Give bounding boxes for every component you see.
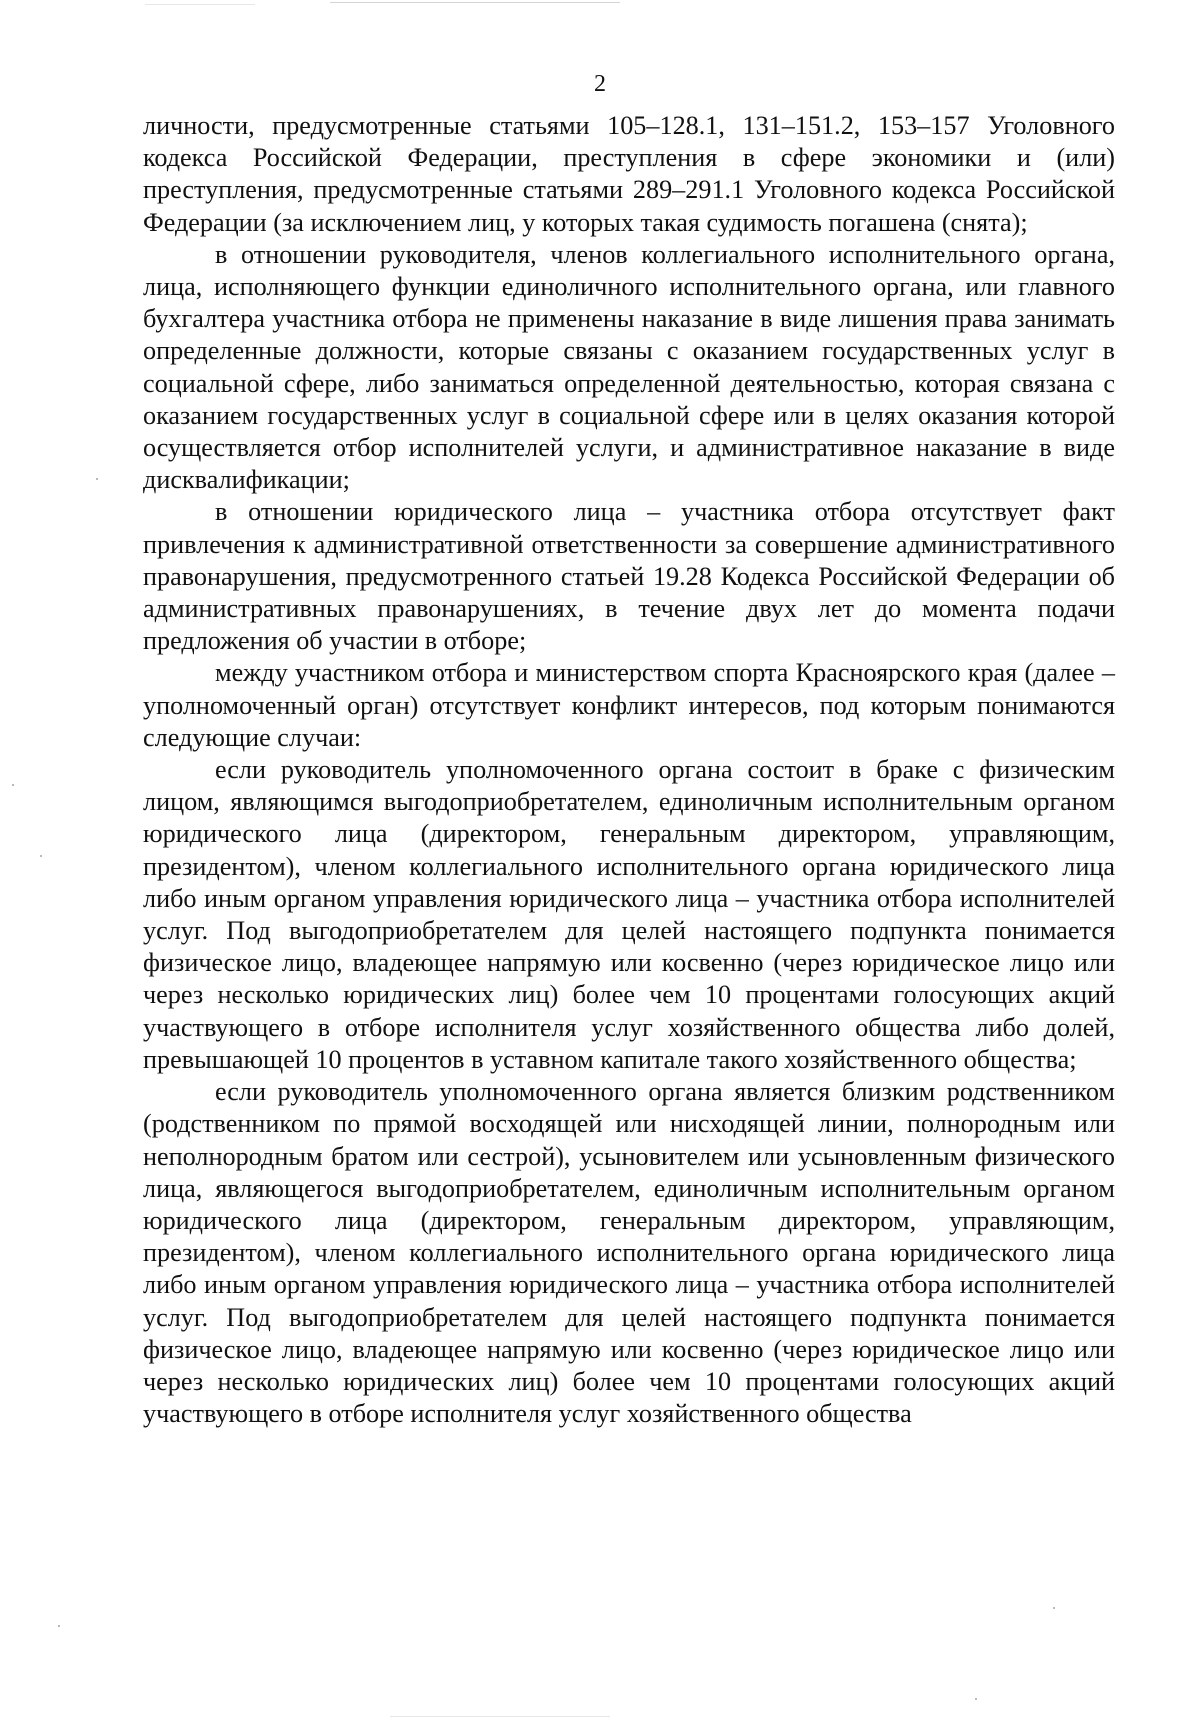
paragraph: личности, предусмотренные статьями 105–128.1, 131–151.2, 153–157 Уголовного кодекса Российской Федерации, преступления в сфере экономики и (или) преступления, предусмотренные статьями 289–291.1 Уголовного кодекса Российской Федерации (за исключением лиц, у которых такая судимость погашена (снята); xyxy=(143,111,1115,237)
paragraph: если руководитель уполномоченного органа состоит в браке с физическим лицом, являющимся выгодоприобретателем, единоличным исполнительным органом юридического лица (директором, генеральным директором, управляющим, президентом), членом коллегиального исполнительного органа юридического лица либо иным органом управления юридического лица – участника отбора исполнителей услуг. Под выгодоприобретателем для целей настоящего подпункта понимается физическое лицо, владеющее напрямую или косвенно (через юридическое лицо или через несколько юридических лиц) более чем 10 процентами голосующих акций участвующего в отборе исполнителя услуг хозяйственного общества либо долей, превышающей 10 процентов в уставном капитале такого хозяйственного общества; xyxy=(143,755,1115,1074)
paragraph: в отношении руководителя, членов коллегиального исполнительного органа, лица, исполняющего функции единоличного исполнительного органа, или главного бухгалтера участника отбора не применены наказание в виде лишения права занимать определенные должности, которые связаны с оказанием государственных услуг в социальной сфере, либо заниматься определенной деятельностью, которая связана с оказанием государственных услуг в социальной сфере или в целях оказания которой осуществляется отбор исполнителей услуги, и административное наказание в виде дисквалификации; xyxy=(143,239,1115,495)
scan-speck xyxy=(40,855,42,857)
scan-artifact-top xyxy=(330,2,620,3)
paragraph: если руководитель уполномоченного органа является близким родственником (родственником по прямой восходящей или нисходящей линии, полнородным или неполнородным братом или сестрой), усыновителем или усыновленным физического лица, являющегося выгодоприобретателем, единоличным исполнительным органом юридического лица (директором, генеральным директором, управляющим, президентом), членом коллегиального исполнительного органа юридического лица либо иным органом управления юридического лица – участника отбора исполнителей услуг. Под выгодоприобретателем для целей настоящего подпункта понимается физическое лицо, владеющее напрямую или косвенно (через юридическое лицо или через несколько юридических лиц) более чем 10 процентами голосующих акций участвующего в отборе исполнителя услуг хозяйственного общества xyxy=(143,1077,1115,1429)
document-body xyxy=(143,110,1115,1430)
paragraph: в отношении юридического лица – участника отбора отсутствует факт привлечения к административной ответственности за совершение административного правонарушения, предусмотренного статьей 19.28 Кодекса Российской Федерации об административных правонарушениях, в течение двух лет до момента подачи предложения об участии в отборе; xyxy=(143,497,1115,656)
scan-speck xyxy=(58,1625,60,1627)
scan-speck xyxy=(975,1698,977,1700)
paragraph: между участником отбора и министерством спорта Красноярского края (далее – уполномоченный орган) отсутствует конфликт интересов, под которым понимаются следующие случаи: xyxy=(143,658,1115,752)
scan-artifact-top-left xyxy=(145,4,255,5)
scan-speck xyxy=(12,784,14,786)
scan-speck xyxy=(96,478,98,480)
scan-artifact-bottom xyxy=(390,1716,610,1717)
page-number: 2 xyxy=(594,71,606,97)
scan-speck xyxy=(1053,1607,1055,1609)
